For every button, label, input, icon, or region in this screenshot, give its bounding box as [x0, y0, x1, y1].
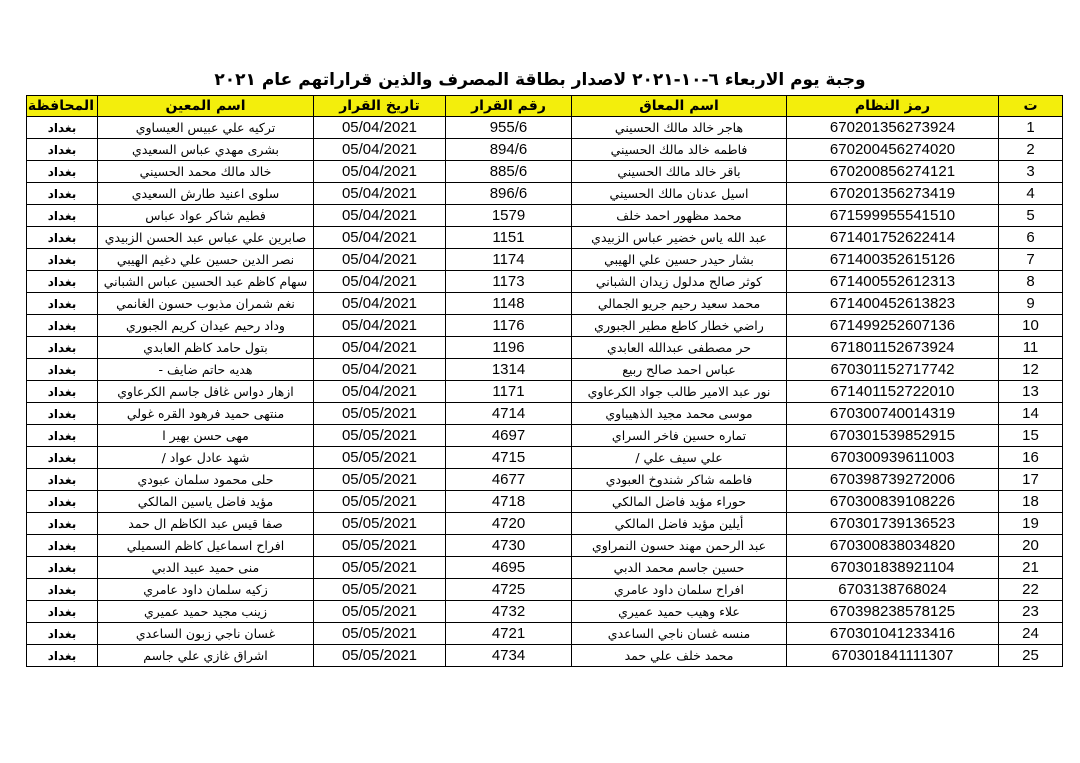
row-caregiver-name-cell: مؤيد فاضل ياسين المالكي	[98, 491, 314, 513]
row-system-code-cell: 670301041233416	[787, 623, 999, 645]
row-system-code-cell: 671400552612313	[787, 271, 999, 293]
header-province: المحافظة	[27, 96, 98, 117]
row-disabled-name-cell: محمد سعيد رحيم جريو الجمالي	[572, 293, 787, 315]
row-decision-number-cell: 4714	[446, 403, 572, 425]
row-province-cell: بغداد	[27, 623, 98, 645]
table-row	[27, 403, 1063, 425]
row-decision-number-cell: 885/6	[446, 161, 572, 183]
row-seq-cell: 16	[999, 447, 1063, 469]
row-seq-cell: 22	[999, 579, 1063, 601]
table-row	[27, 579, 1063, 601]
table-row	[27, 645, 1063, 667]
row-seq-cell: 20	[999, 535, 1063, 557]
row-decision-date-cell: 05/05/2021	[314, 403, 446, 425]
table-row	[27, 337, 1063, 359]
table-row	[27, 381, 1063, 403]
row-decision-date-cell: 05/05/2021	[314, 447, 446, 469]
row-disabled-name-cell: باقر خالد مالك الحسيني	[572, 161, 787, 183]
row-caregiver-name-cell: بشرى مهدي عباس السعيدي	[98, 139, 314, 161]
row-system-code-cell: 671499252607136	[787, 315, 999, 337]
row-province-cell: بغداد	[27, 579, 98, 601]
table-row	[27, 513, 1063, 535]
row-decision-number-cell: 4715	[446, 447, 572, 469]
table-row	[27, 271, 1063, 293]
row-disabled-name-cell: علي سيف علي /	[572, 447, 787, 469]
row-decision-number-cell: 1314	[446, 359, 572, 381]
row-decision-date-cell: 05/04/2021	[314, 161, 446, 183]
row-system-code-cell: 671400352615126	[787, 249, 999, 271]
row-seq-cell: 14	[999, 403, 1063, 425]
row-province-cell: بغداد	[27, 403, 98, 425]
row-province-cell: بغداد	[27, 161, 98, 183]
row-caregiver-name-cell: نغم شمران مذبوب حسون الغانمي	[98, 293, 314, 315]
row-decision-number-cell: 1176	[446, 315, 572, 337]
row-caregiver-name-cell: حلى محمود سلمان عبودي	[98, 469, 314, 491]
row-decision-date-cell: 05/05/2021	[314, 513, 446, 535]
row-decision-date-cell: 05/05/2021	[314, 535, 446, 557]
row-system-code-cell: 670300939611003	[787, 447, 999, 469]
table-row	[27, 469, 1063, 491]
row-caregiver-name-cell: هديه حاتم ضايف -	[98, 359, 314, 381]
row-decision-number-cell: 4734	[446, 645, 572, 667]
table-row	[27, 601, 1063, 623]
row-system-code-cell: 670398739272006	[787, 469, 999, 491]
row-disabled-name-cell: هاجر خالد مالك الحسيني	[572, 117, 787, 139]
table-row	[27, 205, 1063, 227]
row-seq-cell: 23	[999, 601, 1063, 623]
row-decision-date-cell: 05/04/2021	[314, 381, 446, 403]
row-disabled-name-cell: فاطمه خالد مالك الحسيني	[572, 139, 787, 161]
row-seq-cell: 7	[999, 249, 1063, 271]
row-decision-number-cell: 1174	[446, 249, 572, 271]
row-caregiver-name-cell: وداد رحيم عيدان كريم الجبوري	[98, 315, 314, 337]
row-system-code-cell: 671401152722010	[787, 381, 999, 403]
row-decision-number-cell: 1148	[446, 293, 572, 315]
row-decision-date-cell: 05/04/2021	[314, 205, 446, 227]
row-caregiver-name-cell: سلوى اعنيد طارش السعيدي	[98, 183, 314, 205]
row-decision-number-cell: 1579	[446, 205, 572, 227]
row-province-cell: بغداد	[27, 381, 98, 403]
row-seq-cell: 19	[999, 513, 1063, 535]
row-seq-cell: 17	[999, 469, 1063, 491]
row-disabled-name-cell: حسين جاسم محمد الدبي	[572, 557, 787, 579]
row-province-cell: بغداد	[27, 513, 98, 535]
row-disabled-name-cell: محمد مظهور احمد خلف	[572, 205, 787, 227]
row-disabled-name-cell: منسه غسان ناجي الساعدي	[572, 623, 787, 645]
row-province-cell: بغداد	[27, 425, 98, 447]
row-system-code-cell: 671400452613823	[787, 293, 999, 315]
row-system-code-cell: 670301841111307	[787, 645, 999, 667]
row-province-cell: بغداد	[27, 293, 98, 315]
row-caregiver-name-cell: بتول حامد كاظم العابدي	[98, 337, 314, 359]
table-row	[27, 425, 1063, 447]
row-caregiver-name-cell: فطيم شاكر عواد عباس	[98, 205, 314, 227]
row-decision-date-cell: 05/04/2021	[314, 117, 446, 139]
table-row	[27, 183, 1063, 205]
row-decision-date-cell: 05/04/2021	[314, 359, 446, 381]
row-system-code-cell: 670301152717742	[787, 359, 999, 381]
row-system-code-cell: 6703138768024	[787, 579, 999, 601]
row-decision-number-cell: 4725	[446, 579, 572, 601]
row-decision-number-cell: 4697	[446, 425, 572, 447]
table-row	[27, 315, 1063, 337]
row-province-cell: بغداد	[27, 601, 98, 623]
row-seq-cell: 1	[999, 117, 1063, 139]
row-seq-cell: 24	[999, 623, 1063, 645]
header-system-code: رمز النظام	[787, 96, 999, 117]
row-seq-cell: 12	[999, 359, 1063, 381]
row-seq-cell: 21	[999, 557, 1063, 579]
row-seq-cell: 25	[999, 645, 1063, 667]
row-system-code-cell: 670398238578125	[787, 601, 999, 623]
row-decision-date-cell: 05/04/2021	[314, 249, 446, 271]
row-caregiver-name-cell: غسان ناجي زبون الساعدي	[98, 623, 314, 645]
beneficiaries-table	[26, 95, 1063, 667]
row-decision-date-cell: 05/04/2021	[314, 315, 446, 337]
row-system-code-cell: 670200456274020	[787, 139, 999, 161]
row-province-cell: بغداد	[27, 249, 98, 271]
row-caregiver-name-cell: صابرين علي عباس عبد الحسن الزبيدي	[98, 227, 314, 249]
table-row	[27, 117, 1063, 139]
table-row	[27, 557, 1063, 579]
row-disabled-name-cell: حوراء مؤيد فاضل المالكي	[572, 491, 787, 513]
row-province-cell: بغداد	[27, 557, 98, 579]
table-row	[27, 293, 1063, 315]
row-decision-date-cell: 05/05/2021	[314, 601, 446, 623]
row-caregiver-name-cell: صفا قيس عبد الكاظم ال حمد	[98, 513, 314, 535]
table-row	[27, 359, 1063, 381]
row-province-cell: بغداد	[27, 645, 98, 667]
row-disabled-name-cell: افراح سلمان داود عامري	[572, 579, 787, 601]
row-decision-number-cell: 894/6	[446, 139, 572, 161]
row-disabled-name-cell: اسيل عدنان مالك الحسيني	[572, 183, 787, 205]
row-province-cell: بغداد	[27, 491, 98, 513]
table-row	[27, 227, 1063, 249]
row-system-code-cell: 671599955541510	[787, 205, 999, 227]
row-caregiver-name-cell: سهام كاظم عبد الحسين عباس الشباني	[98, 271, 314, 293]
row-decision-date-cell: 05/05/2021	[314, 491, 446, 513]
row-system-code-cell: 670300839108226	[787, 491, 999, 513]
row-system-code-cell: 671401752622414	[787, 227, 999, 249]
row-province-cell: بغداد	[27, 315, 98, 337]
row-disabled-name-cell: عباس احمد صالح ربيع	[572, 359, 787, 381]
row-seq-cell: 4	[999, 183, 1063, 205]
table-row	[27, 161, 1063, 183]
row-caregiver-name-cell: خالد مالك محمد الحسيني	[98, 161, 314, 183]
row-disabled-name-cell: حر مصطفى عبدالله العابدي	[572, 337, 787, 359]
row-caregiver-name-cell: ازهار دواس غافل جاسم الكرعاوي	[98, 381, 314, 403]
row-caregiver-name-cell: تركيه علي عبيس العيساوي	[98, 117, 314, 139]
row-decision-number-cell: 4730	[446, 535, 572, 557]
row-province-cell: بغداد	[27, 535, 98, 557]
row-system-code-cell: 671801152673924	[787, 337, 999, 359]
row-disabled-name-cell: موسى محمد مجيد الذهيباوي	[572, 403, 787, 425]
row-caregiver-name-cell: نصر الدين حسين علي دغيم الهيبي	[98, 249, 314, 271]
row-decision-date-cell: 05/05/2021	[314, 557, 446, 579]
row-decision-date-cell: 05/04/2021	[314, 139, 446, 161]
row-system-code-cell: 670300740014319	[787, 403, 999, 425]
row-caregiver-name-cell: زكيه سلمان داود عامري	[98, 579, 314, 601]
row-disabled-name-cell: عبد الله ياس خضير عباس الزبيدي	[572, 227, 787, 249]
row-decision-date-cell: 05/05/2021	[314, 425, 446, 447]
row-decision-number-cell: 896/6	[446, 183, 572, 205]
row-disabled-name-cell: راضي خطار كاطع مطير الجبوري	[572, 315, 787, 337]
row-system-code-cell: 670301739136523	[787, 513, 999, 535]
row-disabled-name-cell: محمد خلف علي حمد	[572, 645, 787, 667]
header-decision-date: تاريخ القرار	[314, 96, 446, 117]
row-system-code-cell: 670301539852915	[787, 425, 999, 447]
row-caregiver-name-cell: مهى حسن بهير ا	[98, 425, 314, 447]
row-seq-cell: 13	[999, 381, 1063, 403]
row-province-cell: بغداد	[27, 337, 98, 359]
row-decision-number-cell: 1151	[446, 227, 572, 249]
row-system-code-cell: 670200856274121	[787, 161, 999, 183]
row-caregiver-name-cell: منتهى حميد فرهود القره غولي	[98, 403, 314, 425]
row-province-cell: بغداد	[27, 139, 98, 161]
row-province-cell: بغداد	[27, 117, 98, 139]
table-row	[27, 491, 1063, 513]
header-disabled-name: اسم المعاق	[572, 96, 787, 117]
row-system-code-cell: 670201356273924	[787, 117, 999, 139]
row-disabled-name-cell: تماره حسين فاخر السراي	[572, 425, 787, 447]
row-decision-number-cell: 4732	[446, 601, 572, 623]
row-province-cell: بغداد	[27, 227, 98, 249]
row-decision-number-cell: 4720	[446, 513, 572, 535]
row-decision-date-cell: 05/05/2021	[314, 645, 446, 667]
row-decision-date-cell: 05/04/2021	[314, 337, 446, 359]
header-decision-number: رقم القرار	[446, 96, 572, 117]
table-row	[27, 249, 1063, 271]
row-system-code-cell: 670300838034820	[787, 535, 999, 557]
row-province-cell: بغداد	[27, 469, 98, 491]
row-caregiver-name-cell: اشراق غازي علي جاسم	[98, 645, 314, 667]
table-row	[27, 623, 1063, 645]
document-title: وجبة يوم الاربعاء ٦-١٠-٢٠٢١ لاصدار بطاقة المصرف والذين قراراتهم عام ٢٠٢١	[214, 70, 866, 90]
row-seq-cell: 15	[999, 425, 1063, 447]
row-decision-date-cell: 05/04/2021	[314, 227, 446, 249]
row-system-code-cell: 670201356273419	[787, 183, 999, 205]
row-province-cell: بغداد	[27, 359, 98, 381]
row-seq-cell: 18	[999, 491, 1063, 513]
row-disabled-name-cell: نور عبد الامير طالب جواد الكرعاوي	[572, 381, 787, 403]
row-decision-number-cell: 4695	[446, 557, 572, 579]
row-decision-date-cell: 05/05/2021	[314, 579, 446, 601]
row-disabled-name-cell: أيلين مؤيد فاضل المالكي	[572, 513, 787, 535]
row-province-cell: بغداد	[27, 205, 98, 227]
row-seq-cell: 8	[999, 271, 1063, 293]
row-seq-cell: 5	[999, 205, 1063, 227]
header-caregiver-name: اسم المعين	[98, 96, 314, 117]
row-decision-number-cell: 1171	[446, 381, 572, 403]
header-seq: ت	[999, 96, 1063, 117]
table-row	[27, 139, 1063, 161]
row-seq-cell: 6	[999, 227, 1063, 249]
row-caregiver-name-cell: شهد عادل عواد /	[98, 447, 314, 469]
row-seq-cell: 2	[999, 139, 1063, 161]
row-province-cell: بغداد	[27, 183, 98, 205]
table-row	[27, 447, 1063, 469]
header-row	[27, 96, 1063, 117]
row-caregiver-name-cell: افراح اسماعيل كاظم السميلي	[98, 535, 314, 557]
row-disabled-name-cell: كوثر صالح مدلول زيدان الشباني	[572, 271, 787, 293]
row-province-cell: بغداد	[27, 447, 98, 469]
row-decision-date-cell: 05/04/2021	[314, 271, 446, 293]
row-decision-date-cell: 05/05/2021	[314, 623, 446, 645]
row-decision-number-cell: 1196	[446, 337, 572, 359]
row-disabled-name-cell: بشار حيدر حسين علي الهيبي	[572, 249, 787, 271]
row-disabled-name-cell: علاء وهيب حميد عميري	[572, 601, 787, 623]
row-seq-cell: 3	[999, 161, 1063, 183]
row-decision-number-cell: 1173	[446, 271, 572, 293]
row-decision-number-cell: 4721	[446, 623, 572, 645]
row-disabled-name-cell: عبد الرحمن مهند حسون النمراوي	[572, 535, 787, 557]
row-seq-cell: 10	[999, 315, 1063, 337]
row-decision-date-cell: 05/04/2021	[314, 183, 446, 205]
row-province-cell: بغداد	[27, 271, 98, 293]
row-disabled-name-cell: فاطمه شاكر شندوخ العبودي	[572, 469, 787, 491]
table-row	[27, 535, 1063, 557]
row-decision-date-cell: 05/05/2021	[314, 469, 446, 491]
row-decision-number-cell: 955/6	[446, 117, 572, 139]
row-seq-cell: 9	[999, 293, 1063, 315]
row-caregiver-name-cell: زينب مجيد حميد عميري	[98, 601, 314, 623]
row-decision-date-cell: 05/04/2021	[314, 293, 446, 315]
row-decision-number-cell: 4718	[446, 491, 572, 513]
row-seq-cell: 11	[999, 337, 1063, 359]
row-decision-number-cell: 4677	[446, 469, 572, 491]
row-system-code-cell: 670301838921104	[787, 557, 999, 579]
row-caregiver-name-cell: منى حميد عبيد الدبي	[98, 557, 314, 579]
